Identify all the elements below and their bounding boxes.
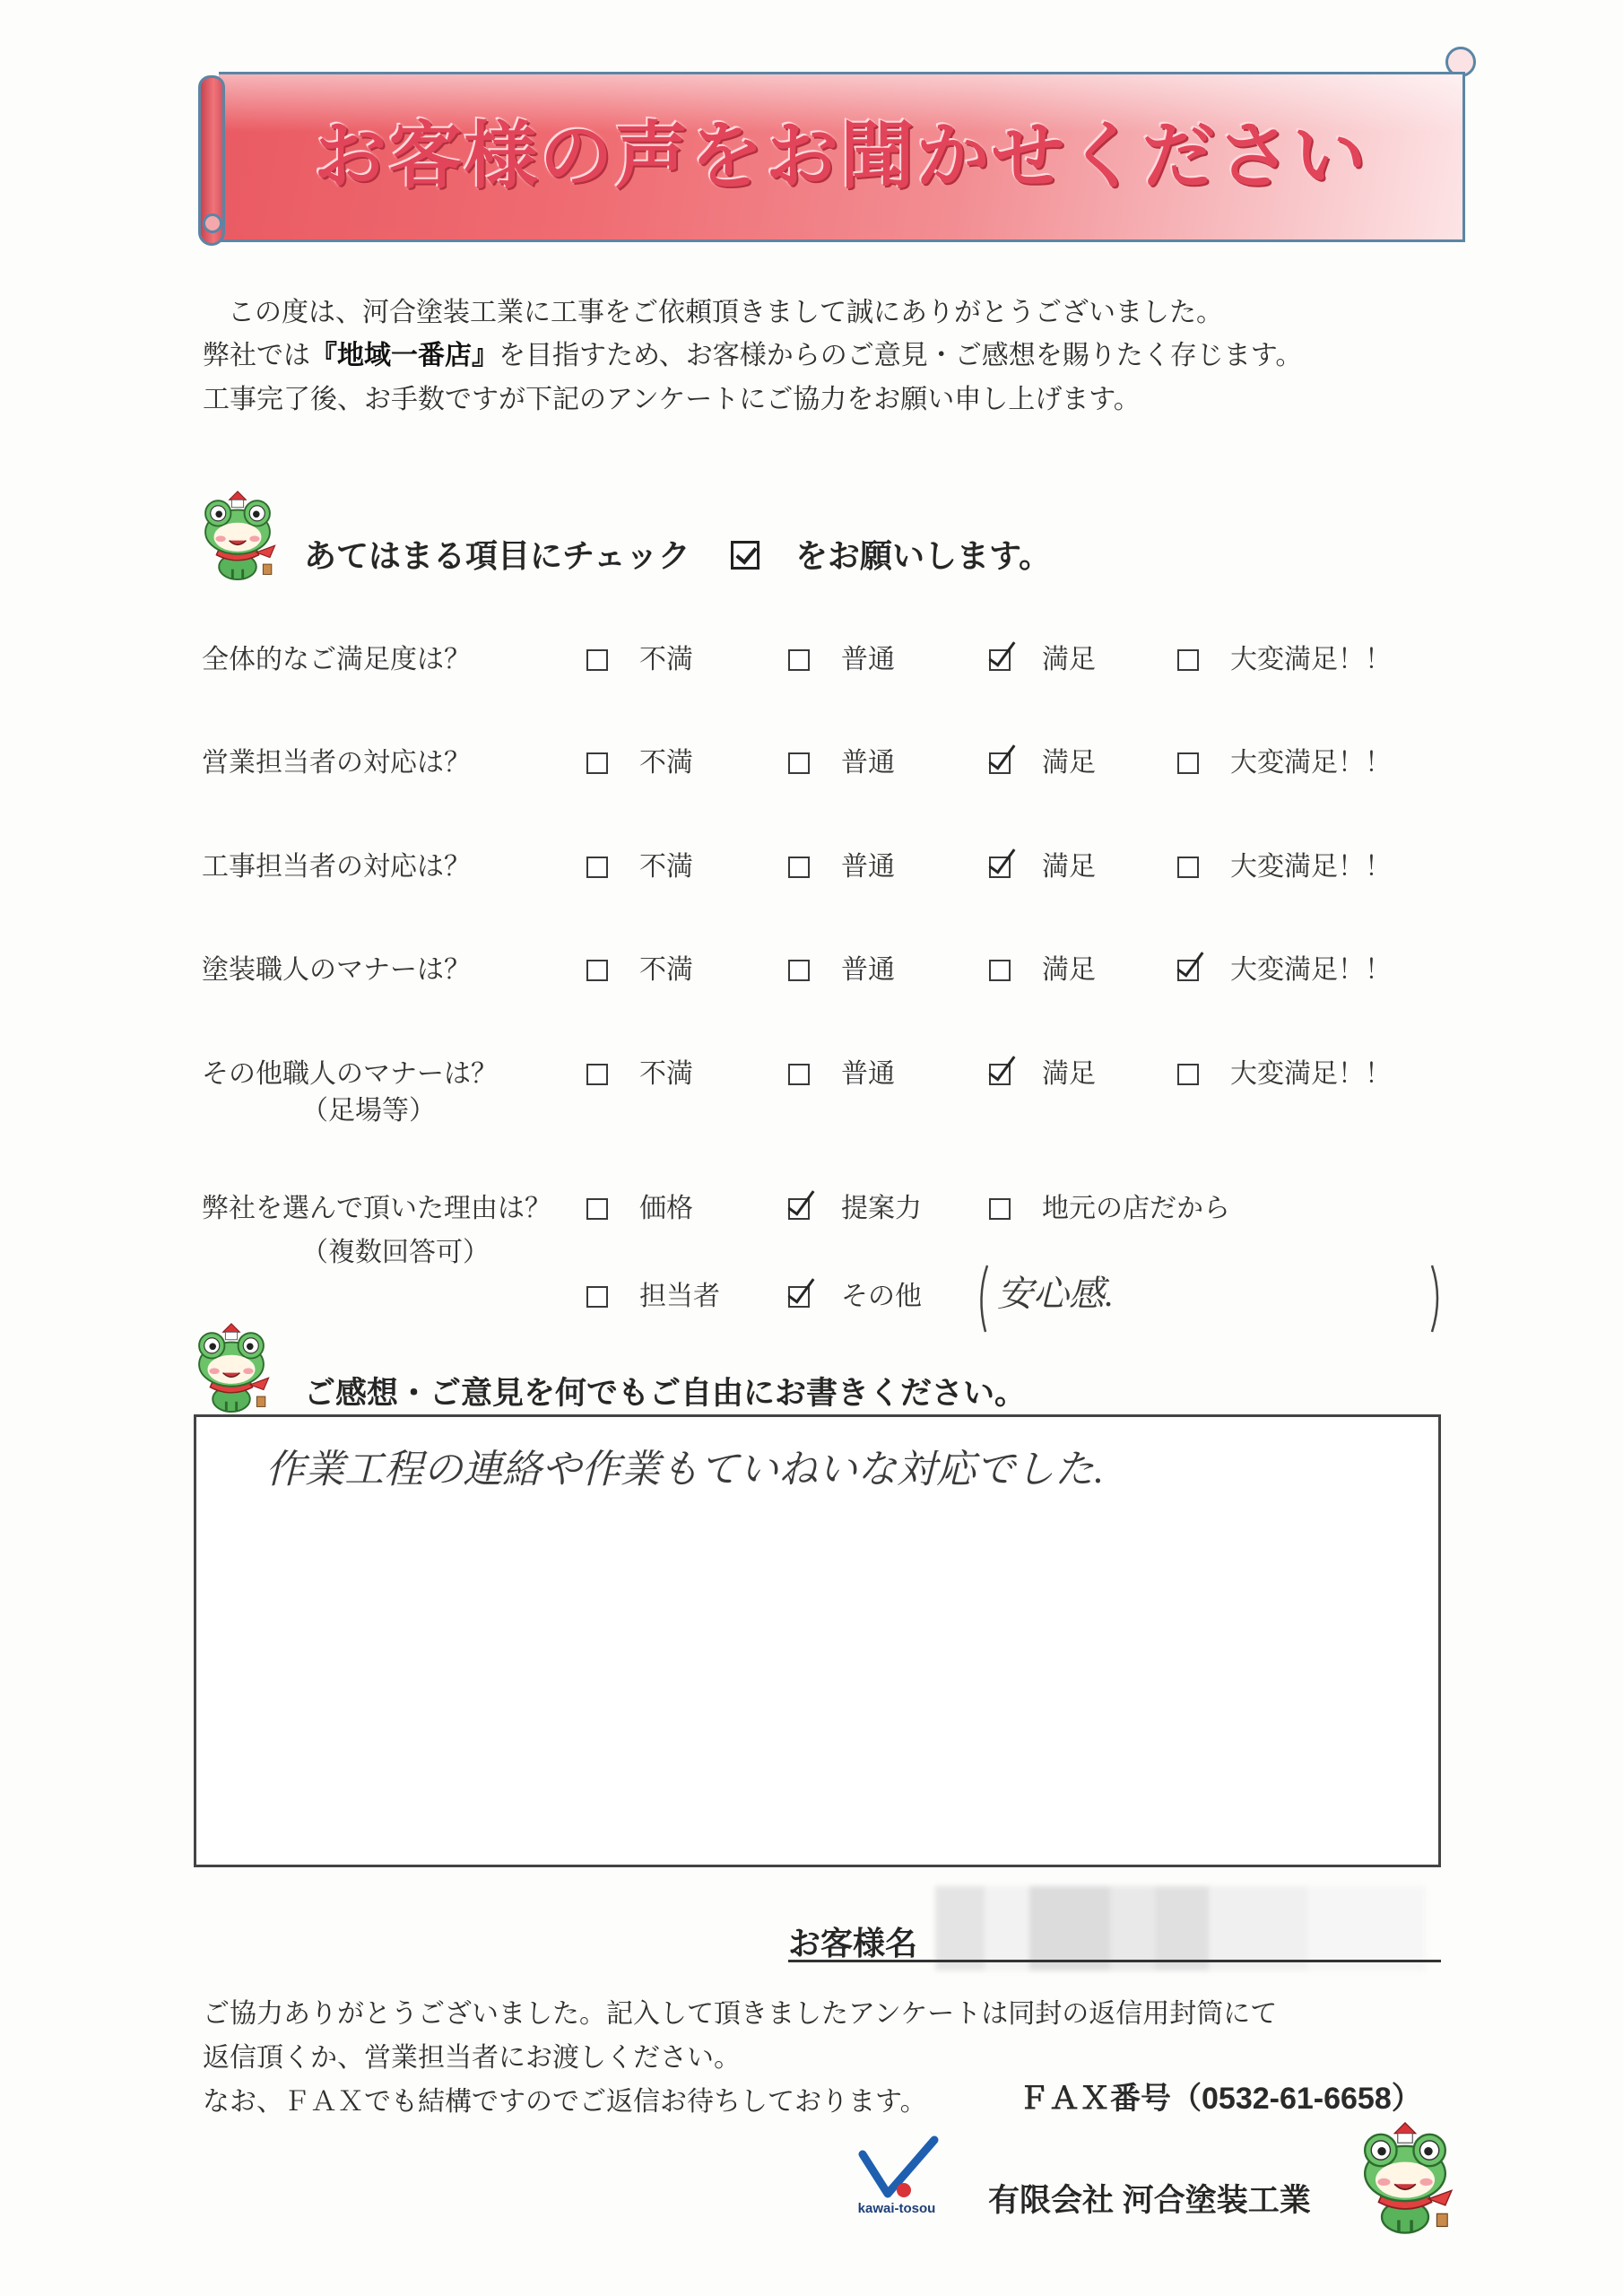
checkbox-satisfied bbox=[989, 752, 1011, 774]
option-label: 満足 bbox=[1042, 955, 1096, 985]
option-label: その他 bbox=[841, 1282, 922, 1311]
intro-line-2 bbox=[203, 336, 1302, 376]
option-label: 普通 bbox=[841, 852, 895, 882]
option-label: 普通 bbox=[841, 748, 895, 778]
checkbox-satisfied bbox=[989, 649, 1011, 671]
option-label: 地元の店だから bbox=[1042, 1194, 1230, 1223]
checkbox-dissatisfied bbox=[586, 649, 608, 671]
option-label: 満足 bbox=[1042, 852, 1096, 882]
frog-mascot-icon bbox=[1352, 2118, 1458, 2235]
logo-text: kawai-tosou bbox=[857, 2201, 936, 2216]
checkbox-staff bbox=[586, 1286, 608, 1308]
comments-box bbox=[194, 1414, 1441, 1867]
reason-note: （複数回答可） bbox=[301, 1238, 490, 1267]
question-row-other-workers bbox=[0, 1057, 1623, 1092]
frog-mascot-icon bbox=[194, 488, 282, 581]
page-title: お客様の声をお聞かせください bbox=[313, 116, 1368, 197]
option-label: 満足 bbox=[1042, 645, 1096, 674]
checkbox-satisfied bbox=[989, 960, 1011, 981]
option-label: 不満 bbox=[639, 852, 693, 882]
option-label: 普通 bbox=[841, 645, 895, 674]
question-note: （足場等） bbox=[301, 1096, 436, 1126]
comments-handwriting: 作業工程の連絡や作業もていねいな対応でした. bbox=[265, 1448, 1104, 1492]
frog-mascot-icon bbox=[188, 1320, 274, 1413]
checkbox-average bbox=[788, 1064, 810, 1085]
option-label: 不満 bbox=[639, 1059, 693, 1089]
checkbox-very-satisfied bbox=[1177, 649, 1199, 671]
question-label: 全体的なご満足度は？ bbox=[202, 645, 471, 674]
checked-box-icon bbox=[731, 541, 759, 570]
customer-name-underline bbox=[788, 1960, 1441, 1962]
option-label: 大変満足！！ bbox=[1230, 645, 1392, 674]
customer-name-redacted bbox=[935, 1886, 1426, 1970]
checkbox-other bbox=[788, 1286, 810, 1308]
check-logo-icon bbox=[850, 2135, 943, 2206]
option-label: 大変満足！！ bbox=[1230, 748, 1392, 778]
checkbox-proposal bbox=[788, 1198, 810, 1220]
intro-line-3: 工事完了後、お手数ですが下記のアンケートにご協力をお願い申し上げます。 bbox=[203, 385, 1141, 414]
option-label: 大変満足！！ bbox=[1230, 955, 1392, 985]
question-label: その他職人のマナーは？ bbox=[202, 1059, 498, 1089]
option-label: 不満 bbox=[639, 748, 693, 778]
checkbox-satisfied bbox=[989, 857, 1011, 878]
closing-line-1: ご協力ありがとうございました。記入して頂きましたアンケートは同封の返信用封筒にて bbox=[203, 1999, 1278, 2029]
intro-slogan: 『地域一番店』 bbox=[310, 341, 499, 370]
option-label: 大変満足！！ bbox=[1230, 1059, 1392, 1089]
question-label: 営業担当者の対応は？ bbox=[202, 748, 471, 778]
option-label: 担当者 bbox=[639, 1282, 720, 1311]
closing-line-3: なお、ＦＡＸでも結構ですのでご返信お待ちしております。 bbox=[203, 2087, 927, 2117]
checkbox-dissatisfied bbox=[586, 752, 608, 774]
intro-line-1: この度は、河合塗装工業に工事をご依頼頂きまして誠にありがとうございました。 bbox=[228, 298, 1223, 327]
option-label: 不満 bbox=[639, 955, 693, 985]
reason-row-1 bbox=[0, 1191, 1623, 1227]
reason-label: 弊社を選んで頂いた理由は？ bbox=[202, 1194, 551, 1223]
checkbox-dissatisfied bbox=[586, 960, 608, 981]
option-label: 普通 bbox=[841, 1059, 895, 1089]
question-row-sales bbox=[0, 745, 1623, 781]
question-row-construction bbox=[0, 849, 1623, 885]
banner-curl-left bbox=[203, 213, 222, 233]
customer-name-label: お客様名 bbox=[788, 1925, 918, 1961]
other-answer-handwriting: 安心感. bbox=[997, 1274, 1114, 1314]
checkbox-price bbox=[586, 1198, 608, 1220]
option-label: 不満 bbox=[639, 645, 693, 674]
closing-line-2: 返信頂くか、営業担当者にお渡しください。 bbox=[203, 2043, 741, 2073]
checkbox-average bbox=[788, 960, 810, 981]
instruction-heading: あてはまる項目にチェック bbox=[304, 537, 690, 574]
company-name: 有限会社 河合塗装工業 bbox=[988, 2183, 1311, 2218]
checkbox-average bbox=[788, 857, 810, 878]
checkbox-dissatisfied bbox=[586, 857, 608, 878]
title-banner bbox=[219, 72, 1465, 242]
intro-line-2-post: を目指すため、お客様からのご意見・ご感想を賜りたく存じます。 bbox=[499, 341, 1303, 370]
option-label: 満足 bbox=[1042, 748, 1096, 778]
checkbox-average bbox=[788, 649, 810, 671]
option-label: 価格 bbox=[639, 1194, 693, 1223]
checkbox-very-satisfied bbox=[1177, 1064, 1199, 1085]
checkbox-dissatisfied bbox=[586, 1064, 608, 1085]
checkbox-satisfied bbox=[989, 1064, 1011, 1085]
comments-heading: ご感想・ご意見を何でもご自由にお書きください。 bbox=[304, 1376, 1027, 1411]
checkbox-very-satisfied bbox=[1177, 857, 1199, 878]
intro-line-2-pre: 弊社では bbox=[203, 341, 310, 370]
question-row-overall bbox=[0, 642, 1623, 678]
checkbox-very-satisfied bbox=[1177, 752, 1199, 774]
option-label: 普通 bbox=[841, 955, 895, 985]
question-label: 工事担当者の対応は？ bbox=[202, 852, 471, 882]
instruction-heading-end: をお願いします。 bbox=[795, 537, 1052, 574]
question-row-painters bbox=[0, 952, 1623, 988]
option-label: 提案力 bbox=[841, 1194, 922, 1223]
fax-number: ＦＡＸ番号（0532-61-6658） bbox=[1019, 2082, 1422, 2116]
checkbox-average bbox=[788, 752, 810, 774]
checkbox-very-satisfied bbox=[1177, 960, 1199, 981]
question-label: 塗装職人のマナーは？ bbox=[202, 955, 471, 985]
option-label: 大変満足！！ bbox=[1230, 852, 1392, 882]
option-label: 満足 bbox=[1042, 1059, 1096, 1089]
checkbox-local-store bbox=[989, 1198, 1011, 1220]
